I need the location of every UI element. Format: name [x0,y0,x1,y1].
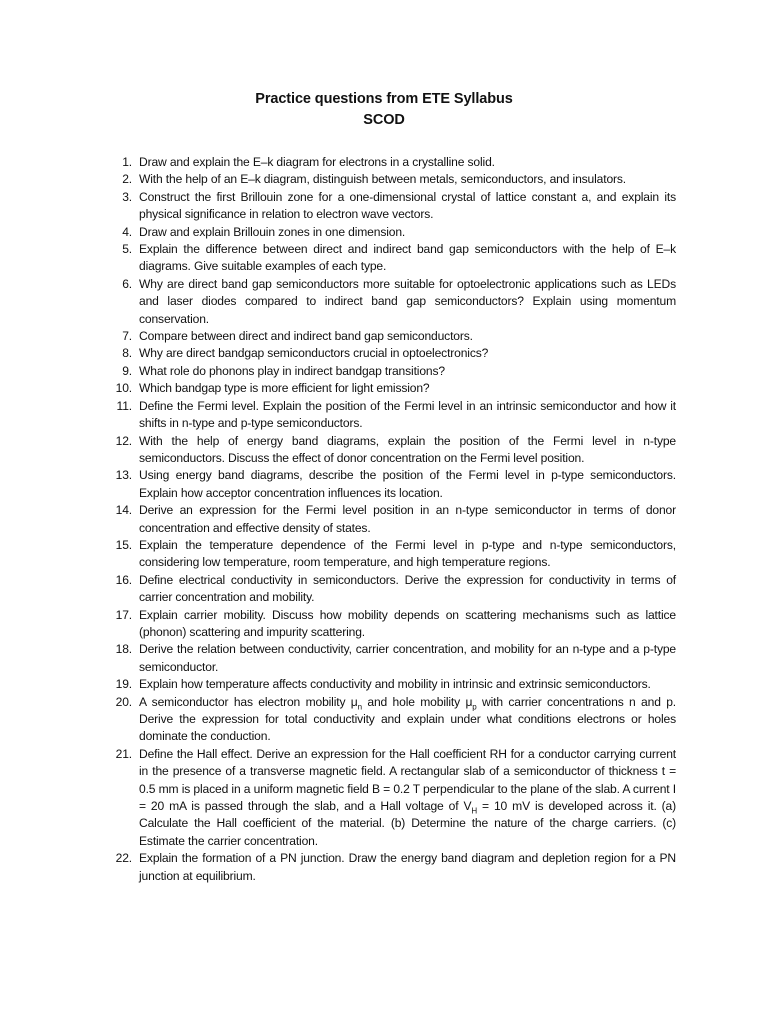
question-text [139,503,676,534]
question-item [110,433,676,468]
text-run: Explain the formation of a PN junction. Draw the energy band diagram and depletion region for a PN junction at equilibrium. [139,851,676,883]
question-item [110,224,676,241]
question-item [110,241,676,276]
question-item [110,467,676,502]
question-number: 10. [115,381,132,396]
question-text [139,242,676,273]
question-text [139,346,488,360]
question-number: 15. [115,537,132,552]
document-subtitle: SCOD [363,112,405,128]
question-item [110,398,676,433]
question-number: 7. [122,329,132,344]
subscript: H [471,806,478,816]
question-number: 20. [115,694,132,709]
question-number: 14. [115,503,132,518]
text-run: Explain the temperature dependence of the Fermi level in p-type and n-type semiconductors, considering low temperature, room temperature, and high temperature regions. [139,537,676,570]
question-item [110,154,676,171]
question-text [139,399,676,430]
question-text [139,642,676,673]
text-run: Why are direct band gap semiconductors more suitable for optoelectronic applications such as LEDs and laser diodes compared to indirect band gap semiconductors? Explain using momentum conservation. [139,276,676,326]
question-number: 17. [115,607,132,622]
question-text [139,155,495,169]
text-run: Explain the difference between direct and indirect band gap semiconductors with the help of E–k diagrams. Give suitable examples of each type. [139,242,676,274]
question-item [110,572,676,607]
subscript: n [357,702,362,711]
text-run: Explain how temperature affects conductivity and mobility in intrinsic and extrinsic semiconductors. [139,677,651,692]
question-number: 13. [115,468,132,483]
text-run: Which bandgap type is more efficient for light emission? [139,381,430,396]
question-number: 19. [115,677,132,692]
text-run: = 10 mV is developed across it. (a) Calculate the Hall coefficient of the material. (b) Determine the nature of the charge carriers. (c) Estimate the carrier concentration. [139,799,677,848]
text-run: Draw and explain the E–k diagram for electrons in a crystalline solid. [139,155,495,169]
text-run: and hole mobility μ [361,694,473,709]
question-number: 9. [122,363,132,378]
question-item [110,189,676,224]
question-number: 21. [115,746,132,761]
question-text [139,573,676,604]
question-number: 16. [115,572,132,587]
question-item [110,676,676,693]
text-run: Derive the relation between conductivity, carrier concentration, and mobility for an n-type and a p-type semiconductor. [139,642,676,674]
question-number: 8. [122,346,132,361]
question-item [110,345,676,362]
text-run: Compare between direct and indirect band gap semiconductors. [139,329,473,344]
text-run: Explain carrier mobility. Discuss how mobility depends on scattering mechanisms such as lattice (phonon) scattering and impurity scattering. [139,607,676,639]
question-number: 22. [115,851,132,866]
question-item [110,502,676,537]
text-run: Define electrical conductivity in semiconductors. Derive the expression for conductivity in terms of carrier concentration and mobility. [139,572,676,605]
question-text [139,677,651,691]
text-run: Construct the first Brillouin zone for a one-dimensional crystal of lattice constant a, and explain its physical significance in relation to electron wave vectors. [139,189,676,222]
question-item [110,363,676,380]
question-text [139,747,676,848]
question-item [110,850,676,885]
question-item [110,171,676,188]
question-text [139,468,676,499]
question-text [139,364,445,378]
question-item [110,380,676,397]
question-number: 12. [115,433,132,448]
question-item [110,607,676,642]
text-run: Why are direct bandgap semiconductors crucial in optoelectronics? [139,346,489,361]
text-run: with carrier concentrations n and p. Derive the expression for total conductivity and explain under what conditions electrons or holes dominate the conduction. [139,694,677,744]
text-run: A semiconductor has electron mobility μ [139,694,358,709]
text-run: Define the Hall effect. Derive an expression for the Hall coefficient RH for a conductor carrying current in the presence of a transverse magnetic field. A rectangular slab of a semiconductor of thickness t = 0.5 mm is placed in a uniform magnetic field B = 0.2 T perpendicular to the plane of the slab. A current I = 20 mA is passed through the slab, and a Hall voltage of V [139,746,676,814]
text-run: Using energy band diagrams, describe the position of the Fermi level in p-type semiconductors. Explain how acceptor concentration influences its location. [139,468,676,500]
question-item [110,328,676,345]
question-text [139,225,405,239]
question-number: 2. [122,172,132,187]
question-number: 11. [116,398,132,413]
question-item [110,694,676,746]
question-text [139,277,676,326]
text-run: With the help of energy band diagrams, explain the position of the Fermi level in n-type semiconductors. Discuss the effect of donor concentration on the Fermi level position. [139,433,676,465]
text-run: Define the Fermi level. Explain the position of the Fermi level in an intrinsic semiconductor and how it shifts in n-type and p-type semiconductors. [139,398,676,431]
question-text [139,695,676,744]
title-block [0,89,768,131]
question-text [139,381,430,395]
question-text [139,329,473,343]
question-text [139,190,676,221]
text-run: With the help of an E–k diagram, distinguish between metals, semiconductors, and insulators. [139,172,627,187]
question-text [139,434,676,465]
subscript: p [472,702,477,711]
question-item [110,537,676,572]
question-item [110,641,676,676]
text-run: Draw and explain Brillouin zones in one dimension. [139,224,406,239]
question-text [139,851,676,882]
question-list [110,154,676,885]
question-number: 3. [122,189,132,204]
question-text [139,538,676,569]
question-text [139,608,676,639]
question-item [110,746,676,850]
question-item [110,276,676,328]
text-run: What role do phonons play in indirect bandgap transitions? [139,363,445,378]
question-number: 1. [122,155,132,169]
question-number: 18. [115,642,132,657]
document-title: Practice questions from ETE Syllabus [255,91,513,107]
text-run: Derive an expression for the Fermi level position in an n-type semiconductor in terms of donor concentration and effective density of states. [139,503,676,535]
question-number: 4. [122,224,132,239]
question-text [139,172,626,186]
question-number: 6. [122,276,132,291]
question-number: 5. [122,242,132,257]
